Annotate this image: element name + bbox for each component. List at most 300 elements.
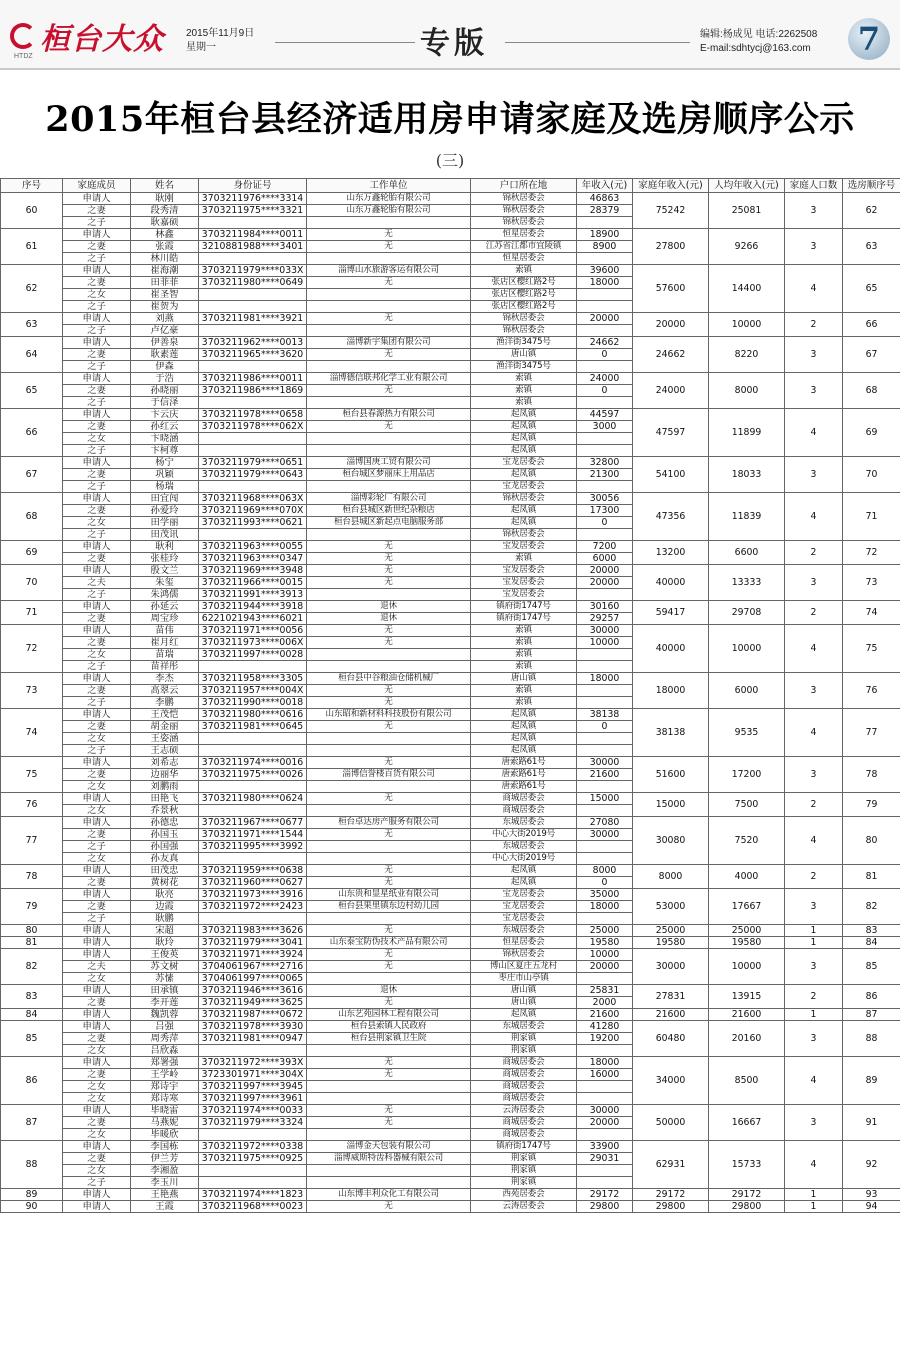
income-cell: 19580 (577, 937, 633, 949)
id-number-cell: 3703211963****0055 (199, 541, 307, 553)
selection-order-cell: 76 (843, 673, 900, 709)
family-number-cell: 72 (1, 625, 63, 673)
name-cell: 张桂玲 (131, 553, 199, 565)
name-cell: 耿鹏 (131, 913, 199, 925)
column-header: 家庭人口数 (785, 179, 843, 193)
employer-cell (307, 289, 471, 301)
income-cell (577, 1165, 633, 1177)
relation-cell: 之妻 (63, 613, 131, 625)
residence-cell: 宝龙居委会 (471, 901, 577, 913)
family-number-cell: 73 (1, 673, 63, 709)
relation-cell: 申请人 (63, 1057, 131, 1069)
income-cell (577, 529, 633, 541)
table-row (1, 457, 900, 469)
residence-cell: 中心大街2019号 (471, 853, 577, 865)
income-cell (577, 445, 633, 457)
household-income-cell: 13200 (633, 541, 709, 565)
residence-cell: 索镇 (471, 697, 577, 709)
employer-cell: 淄博彩轮厂有限公司 (307, 493, 471, 505)
id-number-cell: 3703211981****0947 (199, 1033, 307, 1045)
residence-cell: 中心大街2019号 (471, 829, 577, 841)
name-cell: 李国栋 (131, 1141, 199, 1153)
income-cell (577, 325, 633, 337)
name-cell: 于浩 (131, 373, 199, 385)
relation-cell: 申请人 (63, 625, 131, 637)
id-number-cell (199, 781, 307, 793)
employer-cell: 无 (307, 637, 471, 649)
masthead (0, 0, 900, 70)
income-cell (577, 361, 633, 373)
name-cell: 周秀萍 (131, 1033, 199, 1045)
family-number-cell: 82 (1, 949, 63, 985)
id-number-cell: 3703211960****0627 (199, 877, 307, 889)
household-income-cell: 19580 (633, 937, 709, 949)
relation-cell: 之女 (63, 433, 131, 445)
relation-cell: 申请人 (63, 265, 131, 277)
id-number-cell (199, 481, 307, 493)
table-body (1, 193, 900, 1213)
id-number-cell: 3703211997****3961 (199, 1093, 307, 1105)
family-number-cell: 90 (1, 1201, 63, 1213)
residence-cell: 枣庄市山亭镇 (471, 973, 577, 985)
name-cell: 田承镇 (131, 985, 199, 997)
table-row (1, 193, 900, 205)
residence-cell: 唐山镇 (471, 985, 577, 997)
relation-cell: 之女 (63, 1093, 131, 1105)
table-row (1, 313, 900, 325)
per-capita-income-cell: 9266 (709, 229, 785, 265)
relation-cell: 之女 (63, 649, 131, 661)
name-cell: 苗祥彤 (131, 661, 199, 673)
family-number-cell: 81 (1, 937, 63, 949)
income-cell (577, 1129, 633, 1141)
name-cell: 卞晓涵 (131, 433, 199, 445)
employer-cell: 退休 (307, 613, 471, 625)
family-size-cell: 4 (785, 409, 843, 457)
relation-cell: 之妻 (63, 877, 131, 889)
employer-cell: 无 (307, 625, 471, 637)
income-cell (577, 805, 633, 817)
relation-cell: 之女 (63, 805, 131, 817)
page-number-badge: 7 (848, 18, 890, 60)
name-cell: 殷文兰 (131, 565, 199, 577)
relation-cell: 申请人 (63, 493, 131, 505)
relation-cell: 申请人 (63, 457, 131, 469)
employer-cell (307, 781, 471, 793)
name-cell: 朱玺 (131, 577, 199, 589)
employer-cell: 淄博德信联邦化学工业有限公司 (307, 373, 471, 385)
income-cell: 18000 (577, 277, 633, 289)
employer-cell (307, 973, 471, 985)
column-header: 家庭年收入(元) (633, 179, 709, 193)
residence-cell: 宝发居委会 (471, 565, 577, 577)
income-cell: 25000 (577, 925, 633, 937)
divider (275, 42, 415, 43)
selection-order-cell: 73 (843, 565, 900, 601)
residence-cell: 东城居委会 (471, 1021, 577, 1033)
family-number-cell: 77 (1, 817, 63, 865)
income-cell: 27080 (577, 817, 633, 829)
relation-cell: 申请人 (63, 229, 131, 241)
income-cell: 19200 (577, 1033, 633, 1045)
family-size-cell: 3 (785, 337, 843, 373)
income-cell: 20000 (577, 961, 633, 973)
family-size-cell: 4 (785, 1057, 843, 1105)
household-income-cell: 21600 (633, 1009, 709, 1021)
selection-order-cell: 74 (843, 601, 900, 625)
residence-cell: 荆家镇 (471, 1033, 577, 1045)
residence-cell: 唐索路61号 (471, 769, 577, 781)
id-number-cell: 3703211973****3916 (199, 889, 307, 901)
name-cell: 郑署强 (131, 1057, 199, 1069)
name-cell: 边丽华 (131, 769, 199, 781)
relation-cell: 之子 (63, 661, 131, 673)
income-cell (577, 253, 633, 265)
id-number-cell: 3703211978****0658 (199, 409, 307, 421)
relation-cell: 之子 (63, 217, 131, 229)
employer-cell (307, 1093, 471, 1105)
relation-cell: 申请人 (63, 313, 131, 325)
household-income-cell: 15000 (633, 793, 709, 817)
family-size-cell: 3 (785, 889, 843, 925)
employer-cell: 无 (307, 421, 471, 433)
name-cell: 于信泽 (131, 397, 199, 409)
family-number-cell: 60 (1, 193, 63, 229)
income-cell: 18000 (577, 673, 633, 685)
name-cell: 崔圣智 (131, 289, 199, 301)
residence-cell: 索镇 (471, 385, 577, 397)
residence-cell: 起凤镇 (471, 1009, 577, 1021)
name-cell: 苏文树 (131, 961, 199, 973)
family-size-cell: 4 (785, 493, 843, 541)
family-number-cell: 80 (1, 925, 63, 937)
family-number-cell: 86 (1, 1057, 63, 1105)
relation-cell: 之女 (63, 1165, 131, 1177)
income-cell (577, 973, 633, 985)
column-header: 年收入(元) (577, 179, 633, 193)
relation-cell: 申请人 (63, 985, 131, 997)
per-capita-income-cell: 4000 (709, 865, 785, 889)
residence-cell: 索镇 (471, 649, 577, 661)
per-capita-income-cell: 17667 (709, 889, 785, 925)
income-cell: 15000 (577, 793, 633, 805)
relation-cell: 之妻 (63, 505, 131, 517)
id-number-cell: 3703211968****063X (199, 493, 307, 505)
family-size-cell: 4 (785, 817, 843, 865)
employer-cell: 淄博国庚工贸有限公司 (307, 457, 471, 469)
income-cell (577, 289, 633, 301)
income-cell (577, 685, 633, 697)
id-number-cell: 3703211975****0925 (199, 1153, 307, 1165)
per-capita-income-cell: 20160 (709, 1021, 785, 1057)
residence-cell: 索镇 (471, 397, 577, 409)
income-cell (577, 913, 633, 925)
household-income-cell: 47597 (633, 409, 709, 457)
page-title: 2015年桓台县经济适用房申请家庭及选房顺序公示 (45, 99, 855, 140)
income-cell: 29257 (577, 613, 633, 625)
per-capita-income-cell: 13915 (709, 985, 785, 1009)
household-income-cell: 51600 (633, 757, 709, 793)
residence-cell: 荆家镇 (471, 1153, 577, 1165)
selection-order-cell: 86 (843, 985, 900, 1009)
name-cell: 李鹏 (131, 697, 199, 709)
residence-cell: 唐索路61号 (471, 781, 577, 793)
per-capita-income-cell: 16667 (709, 1105, 785, 1141)
relation-cell: 之子 (63, 841, 131, 853)
name-cell: 田茂忠 (131, 865, 199, 877)
name-cell: 马燕妮 (131, 1117, 199, 1129)
relation-cell: 之女 (63, 289, 131, 301)
family-number-cell: 75 (1, 757, 63, 793)
selection-order-cell: 87 (843, 1009, 900, 1021)
relation-cell: 申请人 (63, 925, 131, 937)
relation-cell: 申请人 (63, 373, 131, 385)
id-number-cell: 3210881988****3401 (199, 241, 307, 253)
id-number-cell: 6221021943****6021 (199, 613, 307, 625)
section-title: 专版 (420, 26, 488, 61)
relation-cell: 申请人 (63, 565, 131, 577)
selection-order-cell: 66 (843, 313, 900, 337)
selection-order-cell: 83 (843, 925, 900, 937)
family-size-cell: 4 (785, 1141, 843, 1189)
relation-cell: 申请人 (63, 193, 131, 205)
residence-cell: 宝龙居委会 (471, 457, 577, 469)
family-size-cell: 4 (785, 709, 843, 757)
employer-cell (307, 361, 471, 373)
relation-cell: 之子 (63, 361, 131, 373)
household-income-cell: 25000 (633, 925, 709, 937)
id-number-cell: 3703211974****0033 (199, 1105, 307, 1117)
residence-cell: 镇府街1747号 (471, 613, 577, 625)
residence-cell: 起凤镇 (471, 745, 577, 757)
relation-cell: 申请人 (63, 1105, 131, 1117)
editor-contact: 编辑:杨成见 电话:2262508 (700, 29, 818, 40)
relation-cell: 之子 (63, 529, 131, 541)
relation-cell: 之妻 (63, 721, 131, 733)
family-size-cell: 2 (785, 313, 843, 337)
name-cell: 耿素莲 (131, 349, 199, 361)
selection-order-cell: 63 (843, 229, 900, 265)
per-capita-income-cell: 13333 (709, 565, 785, 601)
weekday-text: 星期一 (186, 42, 216, 53)
employer-cell: 山东泰宝防伪技术产品有限公司 (307, 937, 471, 949)
id-number-cell: 3703211967****0677 (199, 817, 307, 829)
id-number-cell (199, 913, 307, 925)
id-number-cell: 3703211959****0638 (199, 865, 307, 877)
family-number-cell: 85 (1, 1021, 63, 1057)
name-cell: 宋超 (131, 925, 199, 937)
employer-cell (307, 253, 471, 265)
newspaper-logo (10, 16, 164, 56)
id-number-cell (199, 289, 307, 301)
family-size-cell: 3 (785, 457, 843, 493)
relation-cell: 之子 (63, 1177, 131, 1189)
name-cell: 苗伟 (131, 625, 199, 637)
residence-cell: 张店区樱红路2号 (471, 301, 577, 313)
residence-cell: 博山区夏庄五龙村 (471, 961, 577, 973)
relation-cell: 之妻 (63, 997, 131, 1009)
table-row (1, 1201, 900, 1213)
id-number-cell (199, 445, 307, 457)
relation-cell: 之妻 (63, 277, 131, 289)
income-cell: 20000 (577, 577, 633, 589)
column-header: 人均年收入(元) (709, 179, 785, 193)
employer-cell: 淄博山水旅游客运有限公司 (307, 265, 471, 277)
id-number-cell: 3703211972****0338 (199, 1141, 307, 1153)
income-cell (577, 745, 633, 757)
divider (505, 42, 690, 43)
income-cell: 46863 (577, 193, 633, 205)
id-number-cell: 3703211971****0056 (199, 625, 307, 637)
name-cell: 杨瑞 (131, 481, 199, 493)
residence-cell: 东城居委会 (471, 841, 577, 853)
employer-cell: 无 (307, 757, 471, 769)
employer-cell: 桓台县中谷粮油仓储机械厂 (307, 673, 471, 685)
id-number-cell (199, 1165, 307, 1177)
income-cell (577, 1081, 633, 1093)
editor-email: E-mail:sdhtycj@163.com (700, 43, 811, 54)
family-size-cell: 1 (785, 1201, 843, 1213)
household-income-cell: 38138 (633, 709, 709, 757)
employer-cell: 桓台卓达房产服务有限公司 (307, 817, 471, 829)
name-cell: 毕暖欣 (131, 1129, 199, 1141)
residence-cell: 张店区樱红路2号 (471, 277, 577, 289)
residence-cell: 商城居委会 (471, 1117, 577, 1129)
id-number-cell: 3703211986****0011 (199, 373, 307, 385)
residence-cell: 起凤镇 (471, 409, 577, 421)
id-number-cell: 3703211979****0643 (199, 469, 307, 481)
family-number-cell: 61 (1, 229, 63, 265)
residence-cell: 锦秋居委会 (471, 205, 577, 217)
per-capita-income-cell: 10000 (709, 313, 785, 337)
column-header: 姓名 (131, 179, 199, 193)
per-capita-income-cell: 6600 (709, 541, 785, 565)
id-number-cell: 3703211975****0026 (199, 769, 307, 781)
table-header-row (1, 179, 900, 193)
table-row (1, 409, 900, 421)
residence-cell: 起凤镇 (471, 505, 577, 517)
table-row (1, 817, 900, 829)
family-size-cell: 3 (785, 193, 843, 229)
income-cell (577, 733, 633, 745)
relation-cell: 之妻 (63, 421, 131, 433)
relation-cell: 之子 (63, 481, 131, 493)
relation-cell: 之妻 (63, 1117, 131, 1129)
name-cell: 苏愫 (131, 973, 199, 985)
income-cell: 30000 (577, 1105, 633, 1117)
employer-cell: 无 (307, 277, 471, 289)
income-cell: 17300 (577, 505, 633, 517)
household-income-cell: 50000 (633, 1105, 709, 1141)
income-cell (577, 217, 633, 229)
residence-cell: 江苏省江都市宜陵镇 (471, 241, 577, 253)
relation-cell: 之女 (63, 517, 131, 529)
household-income-cell: 20000 (633, 313, 709, 337)
selection-order-cell: 75 (843, 625, 900, 673)
employer-cell: 淄博信誉楼百货有限公司 (307, 769, 471, 781)
family-size-cell: 2 (785, 601, 843, 625)
employer-cell (307, 529, 471, 541)
income-cell: 30056 (577, 493, 633, 505)
relation-cell: 之妻 (63, 769, 131, 781)
residence-cell: 渔洋街3475号 (471, 361, 577, 373)
table-row (1, 265, 900, 277)
household-income-cell: 27800 (633, 229, 709, 265)
table-row (1, 937, 900, 949)
family-size-cell: 1 (785, 925, 843, 937)
relation-cell: 之女 (63, 1129, 131, 1141)
residence-cell: 恒星居委会 (471, 253, 577, 265)
relation-cell: 申请人 (63, 949, 131, 961)
income-cell: 18000 (577, 901, 633, 913)
per-capita-income-cell: 25000 (709, 925, 785, 937)
residence-cell: 云涛居委会 (471, 1201, 577, 1213)
id-number-cell: 3703211973****006X (199, 637, 307, 649)
family-number-cell: 78 (1, 865, 63, 889)
name-cell: 杨宁 (131, 457, 199, 469)
employer-cell: 无 (307, 553, 471, 565)
residence-cell: 起凤镇 (471, 469, 577, 481)
name-cell: 耿玲 (131, 937, 199, 949)
relation-cell: 之子 (63, 913, 131, 925)
residence-cell: 起凤镇 (471, 733, 577, 745)
per-capita-income-cell: 25081 (709, 193, 785, 229)
income-cell: 44597 (577, 409, 633, 421)
per-capita-income-cell: 8000 (709, 373, 785, 409)
family-size-cell: 3 (785, 565, 843, 601)
income-cell: 8000 (577, 865, 633, 877)
id-number-cell: 3703211979****3041 (199, 937, 307, 949)
name-cell: 崔海潮 (131, 265, 199, 277)
residence-cell: 锦秋居委会 (471, 529, 577, 541)
income-cell: 30000 (577, 625, 633, 637)
income-cell: 30000 (577, 829, 633, 841)
income-cell: 16000 (577, 1069, 633, 1081)
family-number-cell: 69 (1, 541, 63, 565)
family-number-cell: 76 (1, 793, 63, 817)
table-row (1, 889, 900, 901)
employer-cell: 无 (307, 877, 471, 889)
residence-cell: 张店区樱红路2号 (471, 289, 577, 301)
relation-cell: 之子 (63, 745, 131, 757)
name-cell: 王志硕 (131, 745, 199, 757)
employer-cell: 无 (307, 793, 471, 805)
selection-order-cell: 77 (843, 709, 900, 757)
table-row (1, 985, 900, 997)
income-cell: 28379 (577, 205, 633, 217)
employer-cell: 无 (307, 949, 471, 961)
residence-cell: 商城居委会 (471, 1081, 577, 1093)
income-cell: 8900 (577, 241, 633, 253)
employer-cell: 无 (307, 961, 471, 973)
relation-cell: 之子 (63, 325, 131, 337)
income-cell: 41280 (577, 1021, 633, 1033)
selection-order-cell: 85 (843, 949, 900, 985)
name-cell: 孙德忠 (131, 817, 199, 829)
table-row (1, 757, 900, 769)
relation-cell: 申请人 (63, 889, 131, 901)
family-size-cell: 3 (785, 373, 843, 409)
id-number-cell (199, 433, 307, 445)
table-row (1, 493, 900, 505)
name-cell: 王学岭 (131, 1069, 199, 1081)
residence-cell: 起凤镇 (471, 433, 577, 445)
id-number-cell: 3703211971****1544 (199, 829, 307, 841)
income-cell (577, 649, 633, 661)
employer-cell: 无 (307, 229, 471, 241)
relation-cell: 申请人 (63, 709, 131, 721)
per-capita-income-cell: 10000 (709, 625, 785, 673)
